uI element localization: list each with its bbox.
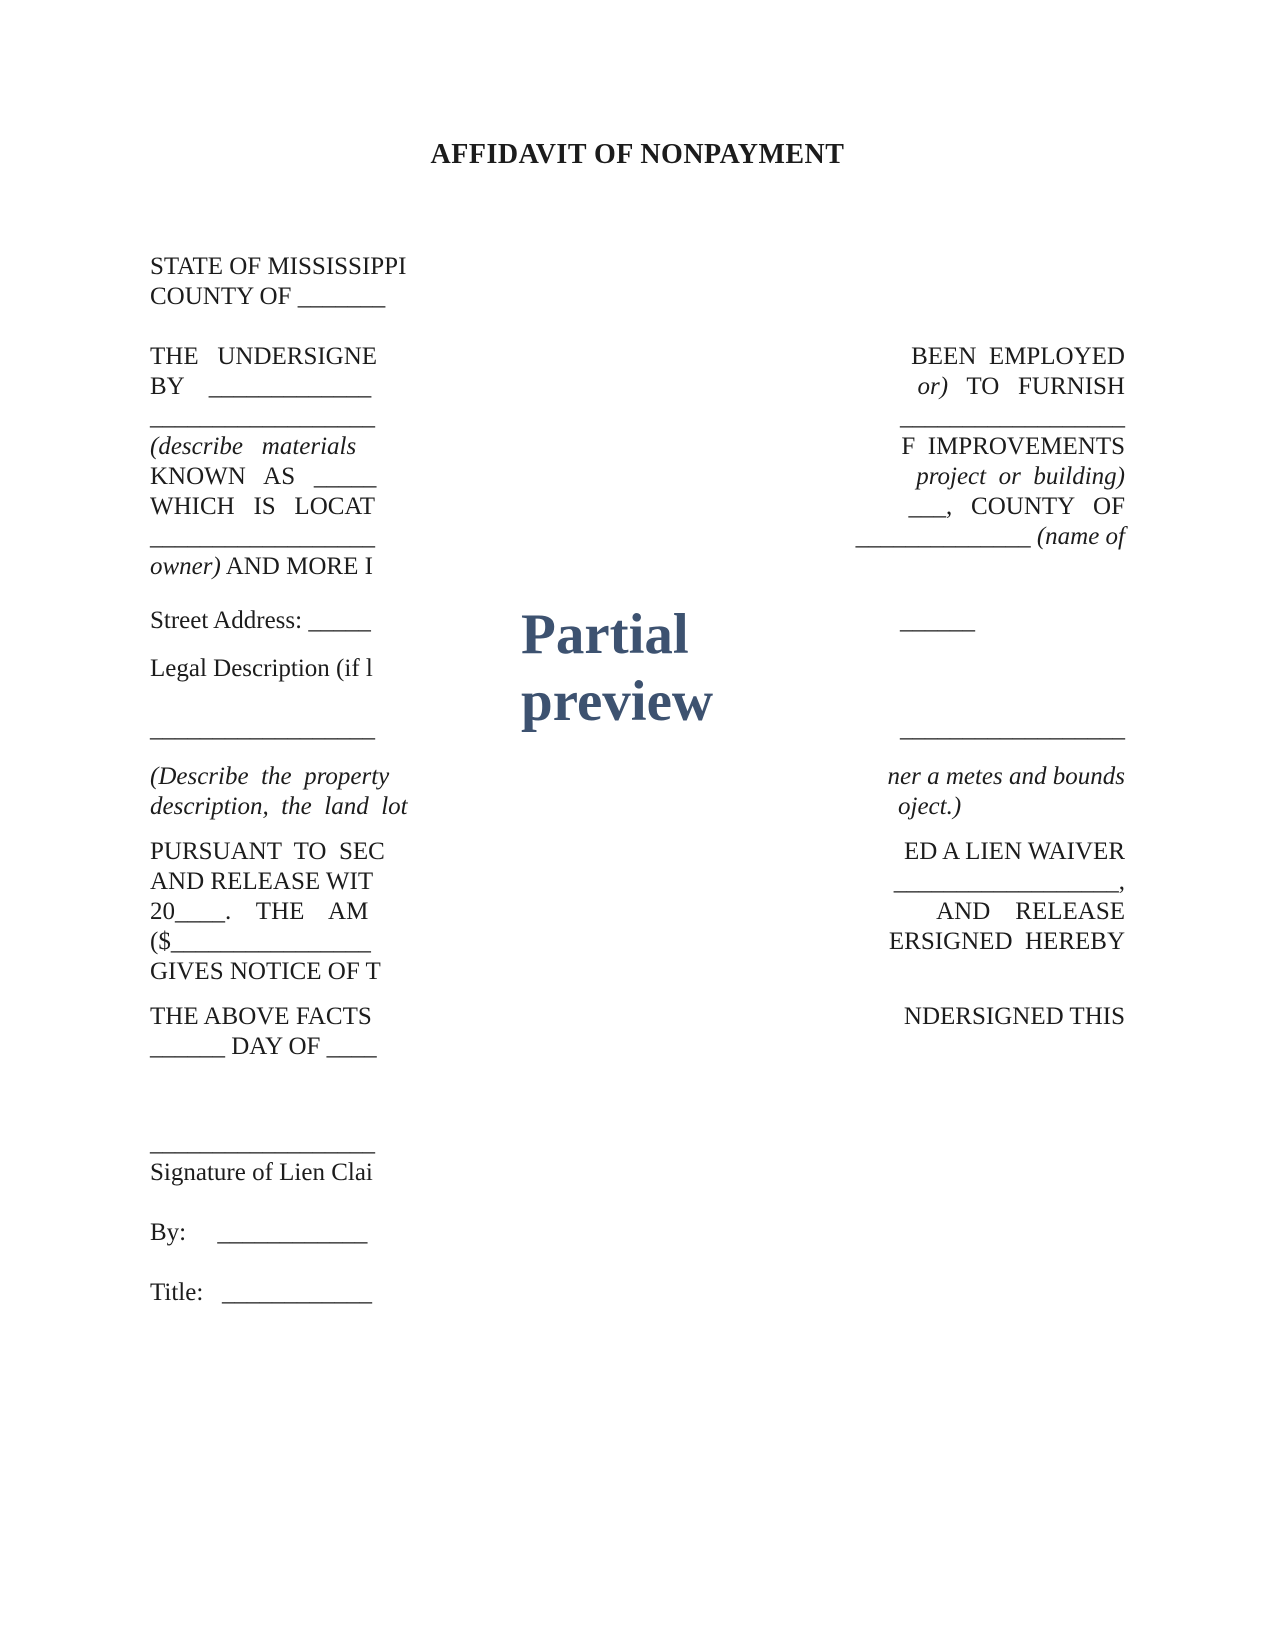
line-text: ______________ xyxy=(855,523,1037,550)
doc-line xyxy=(150,462,1125,492)
doc-line xyxy=(150,372,1125,402)
line-text: AND MORE I xyxy=(220,553,373,580)
line-text: THE UNDERSIGNE xyxy=(150,343,378,370)
line-text: ($________________ xyxy=(150,928,371,955)
line-text: THE ABOVE FACTS xyxy=(150,1003,372,1030)
line-fragment-right xyxy=(901,432,1125,462)
line-text: __________________ xyxy=(150,403,375,430)
line-fragment-left xyxy=(150,957,381,987)
line-fragment-left xyxy=(150,372,371,402)
document-content xyxy=(150,0,1125,1650)
line-text: Signature of Lien Clai xyxy=(150,1159,373,1186)
line-fragment-left xyxy=(150,522,375,552)
line-text-italic: oject.) xyxy=(898,793,962,820)
line-fragment-left xyxy=(150,606,371,636)
line-fragment-left xyxy=(150,342,377,372)
line-fragment-right xyxy=(916,462,1125,492)
line-fragment-right xyxy=(888,762,1125,792)
line-text-italic: (describe materials xyxy=(150,433,357,460)
line-text: __________________ xyxy=(150,1129,375,1156)
line-text: Legal Description (if l xyxy=(150,655,373,682)
line-fragment-right xyxy=(900,714,1125,744)
doc-line xyxy=(150,762,1125,792)
line-text: ___, COUNTY OF xyxy=(908,493,1125,520)
line-fragment-left xyxy=(150,1158,373,1188)
line-fragment-right xyxy=(900,606,975,636)
line-text: __________________ xyxy=(150,715,375,742)
doc-line xyxy=(150,837,1125,867)
watermark-line-1: Partial xyxy=(521,603,689,666)
line-text: WHICH IS LOCAT xyxy=(150,493,375,520)
line-fragment-left xyxy=(150,792,408,822)
line-text: 20____. THE AM xyxy=(150,898,369,925)
line-fragment-right xyxy=(894,867,1125,897)
line-text: GIVES NOTICE OF T xyxy=(150,958,381,985)
line-fragment-left xyxy=(150,462,376,492)
doc-line xyxy=(150,252,1125,282)
line-fragment-left xyxy=(150,654,373,684)
line-text: COUNTY OF _______ xyxy=(150,283,386,310)
line-text: AND RELEASE xyxy=(936,898,1125,925)
line-fragment-left xyxy=(150,762,389,792)
doc-line xyxy=(150,957,1125,987)
partial-preview-watermark xyxy=(521,601,713,735)
line-fragment-left xyxy=(150,432,356,462)
line-fragment-left xyxy=(150,867,373,897)
doc-line xyxy=(150,792,1125,822)
line-text: BY _____________ xyxy=(150,373,372,400)
line-text: __________________ xyxy=(150,523,375,550)
line-text: Street Address: _____ xyxy=(150,607,371,634)
line-fragment-left xyxy=(150,282,385,312)
line-fragment-right xyxy=(904,1002,1125,1032)
line-text: STATE OF MISSISSIPPI xyxy=(150,253,407,280)
doc-line xyxy=(150,552,1125,582)
line-fragment-left xyxy=(150,552,373,582)
doc-line xyxy=(150,432,1125,462)
line-fragment-right xyxy=(856,522,1125,552)
line-fragment-left xyxy=(150,252,406,282)
line-text-italic: project or building) xyxy=(916,463,1125,490)
doc-line xyxy=(150,897,1125,927)
line-fragment-left xyxy=(150,1128,375,1158)
doc-line xyxy=(150,1002,1125,1032)
line-text: Title: ____________ xyxy=(150,1279,373,1306)
line-fragment-left xyxy=(150,1032,377,1062)
line-fragment-right xyxy=(911,342,1125,372)
line-fragment-right xyxy=(900,402,1125,432)
doc-line xyxy=(150,522,1125,552)
line-fragment-right xyxy=(909,492,1125,522)
doc-line xyxy=(150,1158,1125,1188)
line-fragment-left xyxy=(150,1278,372,1308)
line-text-italic: (Describe the property xyxy=(150,763,390,790)
line-text: ______ xyxy=(900,607,975,634)
watermark-line-2: preview xyxy=(521,670,714,733)
doc-line xyxy=(150,282,1125,312)
line-text: ERSIGNED HEREBY xyxy=(888,928,1125,955)
line-fragment-left xyxy=(150,1218,367,1248)
line-fragment-left xyxy=(150,1002,372,1032)
line-fragment-left xyxy=(150,837,385,867)
line-fragment-left xyxy=(150,402,375,432)
doc-line xyxy=(150,342,1125,372)
line-fragment-right xyxy=(904,837,1125,867)
line-text: ED A LIEN WAIVER xyxy=(903,838,1125,865)
doc-line xyxy=(150,927,1125,957)
line-fragment-left xyxy=(150,492,375,522)
page-title: AFFIDAVIT OF NONPAYMENT xyxy=(430,139,845,170)
line-fragment-right xyxy=(889,927,1125,957)
line-fragment-right xyxy=(898,792,961,822)
doc-line xyxy=(150,492,1125,522)
line-fragment-left xyxy=(150,897,368,927)
line-text-italic: owner) xyxy=(150,553,221,580)
line-fragment-right xyxy=(936,897,1125,927)
line-text: __________________ xyxy=(900,403,1125,430)
line-text: AND RELEASE WIT xyxy=(150,868,374,895)
doc-line xyxy=(150,867,1125,897)
line-text: TO FURNISH xyxy=(948,373,1125,400)
line-fragment-left xyxy=(150,927,371,957)
line-text: By: ____________ xyxy=(150,1219,368,1246)
line-text: NDERSIGNED THIS xyxy=(903,1003,1125,1030)
line-text: PURSUANT TO SEC xyxy=(150,838,385,865)
line-text: __________________ xyxy=(900,715,1125,742)
line-text-italic: or) xyxy=(917,373,949,400)
line-text: KNOWN AS _____ xyxy=(150,463,377,490)
line-text-italic: description, the land lot xyxy=(150,793,408,820)
doc-line xyxy=(150,1128,1125,1158)
line-fragment-right xyxy=(918,372,1125,402)
line-text: BEEN EMPLOYED xyxy=(911,343,1125,370)
line-fragment-left xyxy=(150,714,375,744)
doc-line xyxy=(150,402,1125,432)
line-text: __________________, xyxy=(893,868,1125,895)
line-text: ______ DAY OF ____ xyxy=(150,1033,377,1060)
line-text: F IMPROVEMENTS xyxy=(901,433,1125,460)
doc-line xyxy=(150,1278,1125,1308)
line-text-italic: (name of xyxy=(1036,523,1125,550)
doc-line xyxy=(150,1032,1125,1062)
doc-line xyxy=(150,1218,1125,1248)
line-text-italic: ner a metes and bounds xyxy=(887,763,1125,790)
